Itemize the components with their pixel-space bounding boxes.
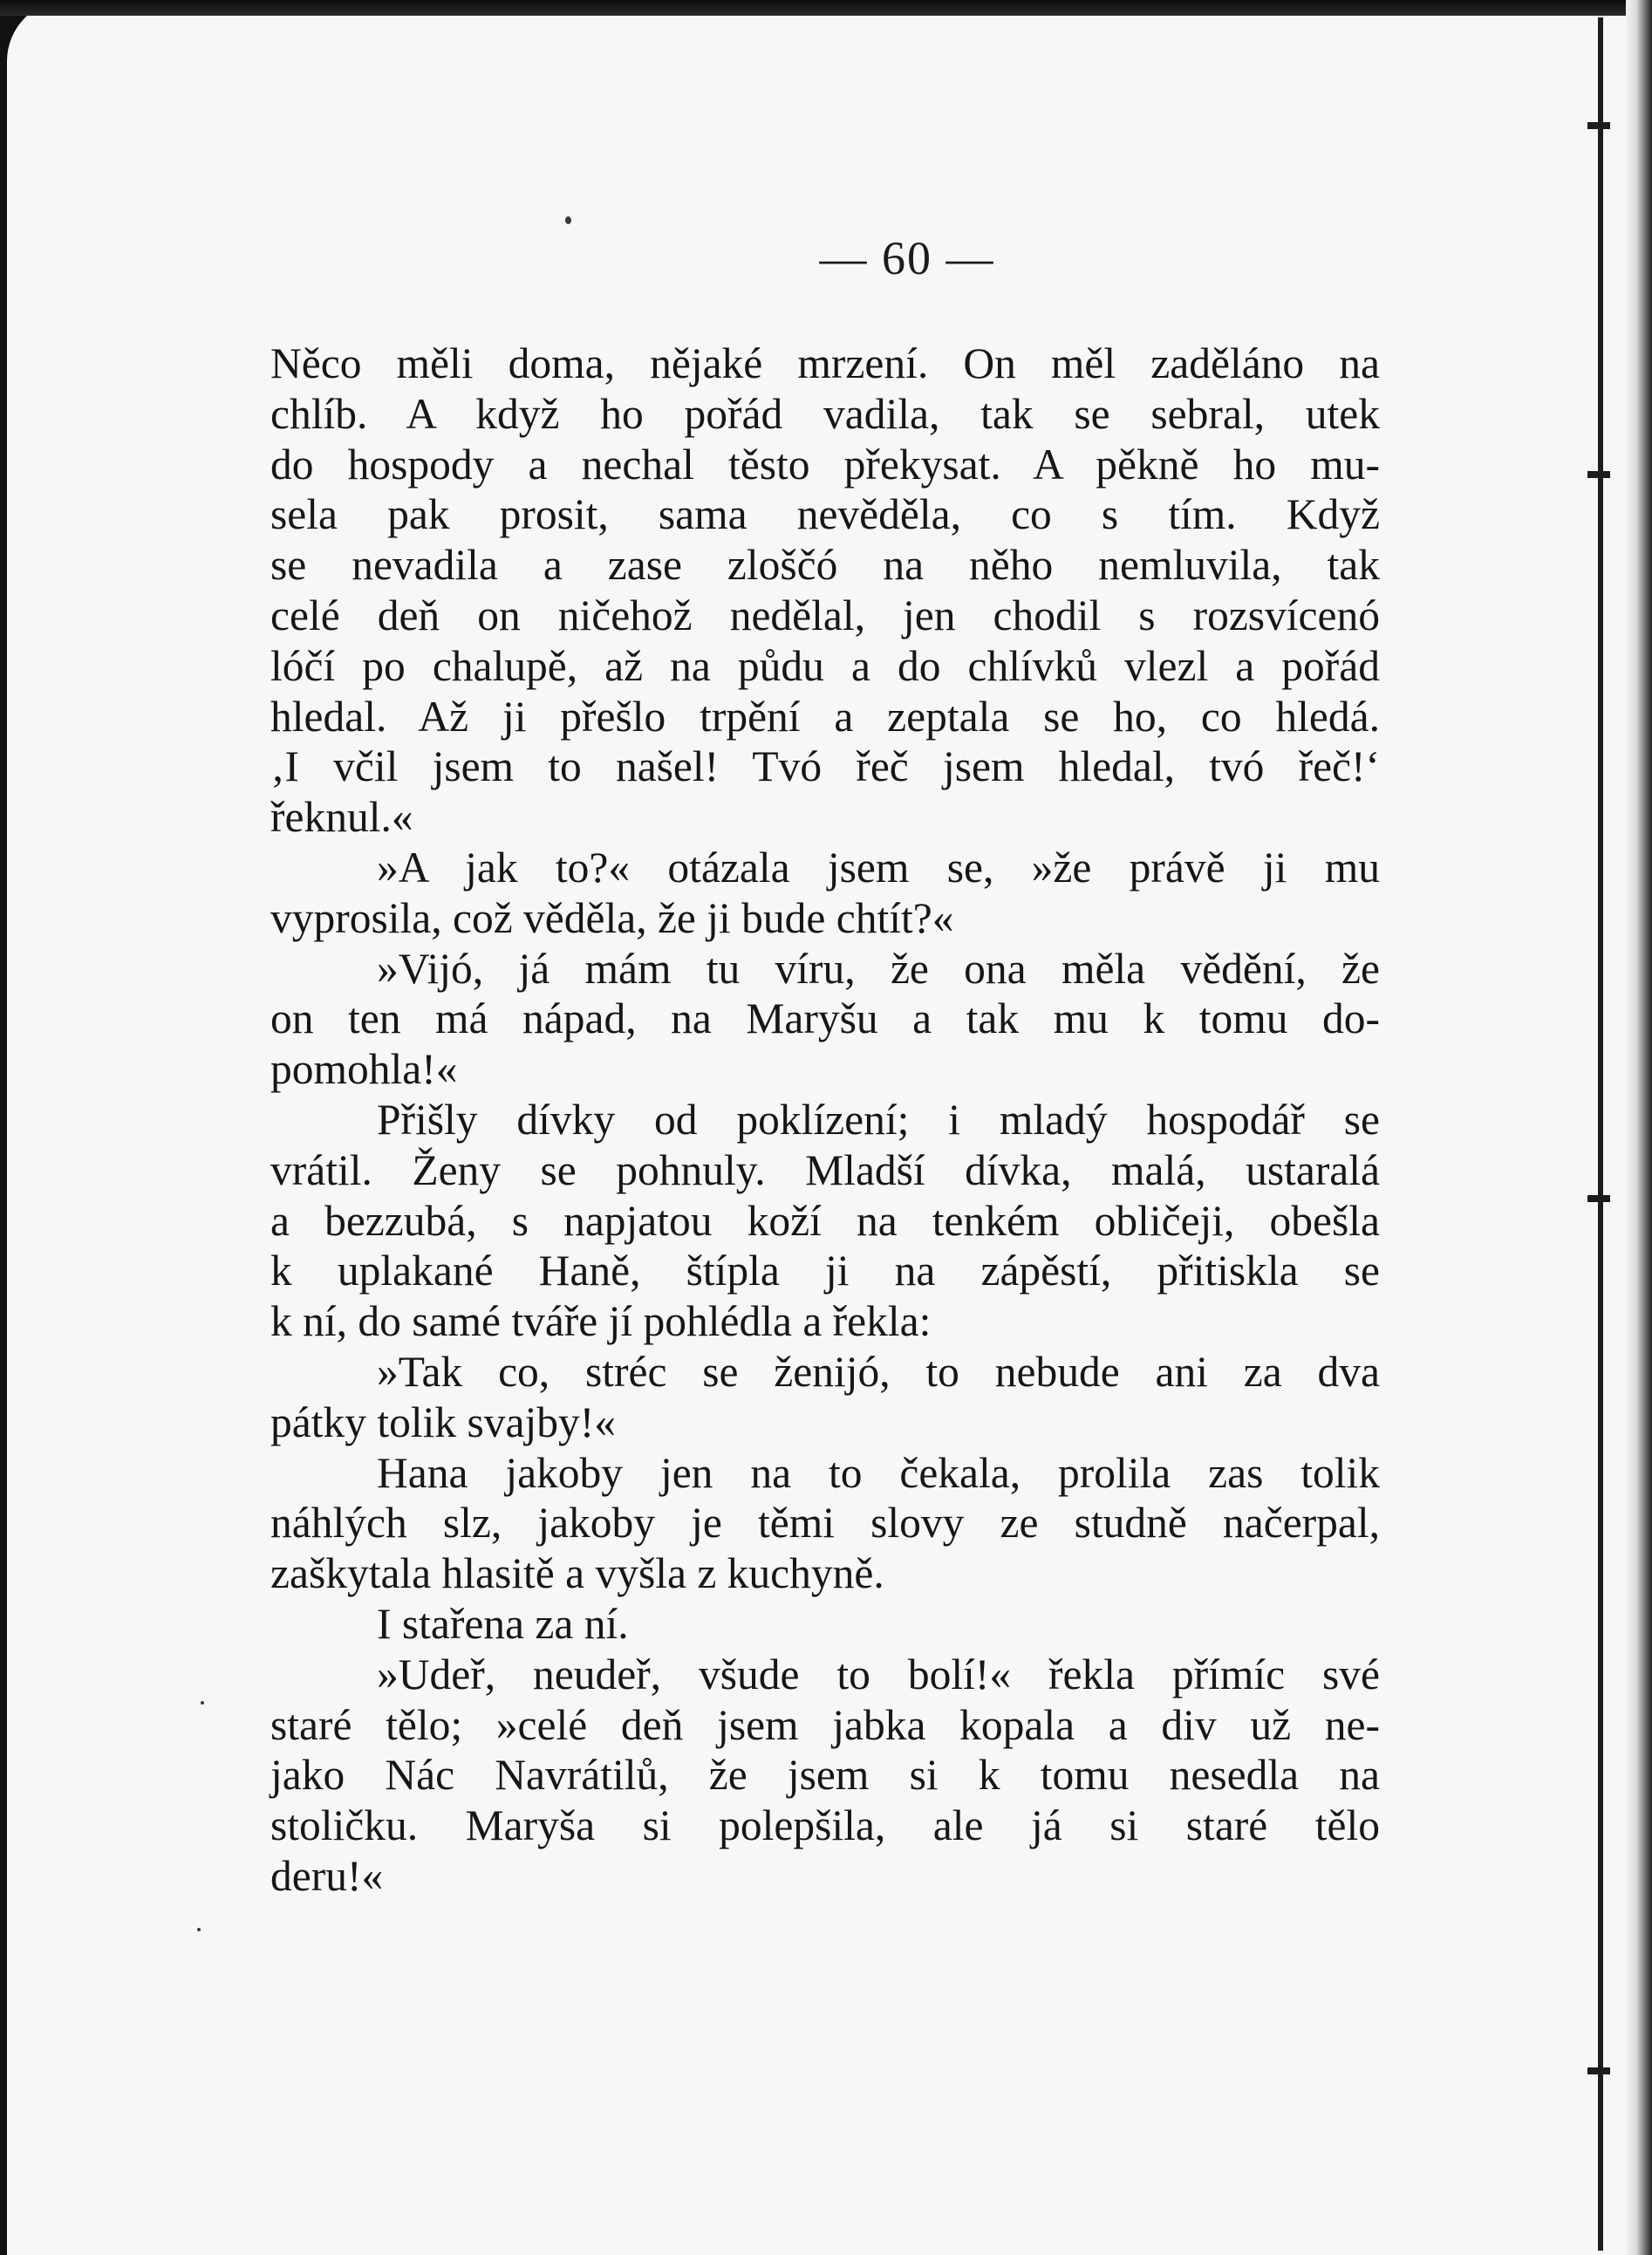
text-line: Hana jakoby jen na to čekala, prolila zas tolik — [377, 1448, 1380, 1497]
text-line: »Vijó, já mám tu víru, že ona měla vědění, že — [377, 944, 1380, 993]
text-line: vrátil. Ženy se pohnuly. Mladší dívka, malá, ustaralá — [270, 1145, 1380, 1194]
text-line: staré tělo; »celé deň jsem jabka kopala a div už ne- — [270, 1700, 1380, 1749]
ink-speck — [197, 1928, 201, 1931]
ink-speck — [201, 1701, 204, 1705]
text-line: celé deň on ničehož nedělal, jen chodil s rozsvícenó — [270, 591, 1380, 639]
paragraph — [270, 1347, 1380, 1448]
text-line: chlíb. A když ho pořád vadila, tak se sebral, utek — [270, 389, 1380, 438]
text-line: hledal. Až ji přešlo trpění a zeptala se ho, co hledá. — [270, 692, 1380, 741]
scan-right-edge — [1626, 0, 1652, 2255]
paragraph — [270, 843, 1380, 944]
text-line: a bezzubá, s napjatou koží na tenkém obličeji, obešla — [270, 1196, 1380, 1245]
text-line: stoličku. Maryša si polepšila, ale já si staré tělo — [270, 1801, 1380, 1850]
binding-line — [1598, 17, 1603, 2251]
ink-speck — [565, 216, 571, 224]
text-line: se nevadila a zase zloščó na něho nemluvila, tak — [270, 541, 1380, 590]
paragraph — [270, 944, 1380, 1095]
text-line: jako Nác Navrátilů, že jsem si k tomu nesedla na — [270, 1751, 1380, 1800]
text-line: k ní, do samé tváře jí pohlédla a řekla: — [270, 1297, 932, 1346]
text-line: zaškytala hlasitě a vyšla z kuchyně. — [270, 1549, 884, 1598]
paragraph — [270, 338, 1380, 843]
binding-notch — [1587, 1195, 1610, 1202]
text-line: on ten má nápad, na Maryšu a tak mu k tomu do- — [270, 994, 1380, 1043]
text-line: řeknul.« — [270, 793, 413, 842]
text-line: I stařena za ní. — [377, 1599, 629, 1648]
text-line: »Udeř, neudeř, všude to bolí!« řekla přímíc své — [377, 1650, 1380, 1698]
page-number: — 60 — — [819, 232, 995, 284]
text-line: vyprosila, což věděla, že ji bude chtít?« — [270, 893, 954, 942]
body-text — [270, 338, 1380, 1902]
text-line: ‚I včil jsem to našel! Tvó řeč jsem hledal, tvó řeč!‘ — [270, 742, 1380, 791]
text-line: deru!« — [270, 1851, 384, 1900]
text-line: pomohla!« — [270, 1045, 458, 1094]
text-line: sela pak prosit, sama nevěděla, co s tím. Když — [270, 490, 1380, 539]
text-line: »A jak to?« otázala jsem se, »že právě ji mu — [377, 843, 1380, 892]
text-line: »Tak co, stréc se ženijó, to nebude ani za dva — [377, 1347, 1380, 1396]
binding-notch — [1587, 2067, 1610, 2074]
paragraph — [270, 1448, 1380, 1599]
paragraph — [270, 1095, 1380, 1347]
text-line: do hospody a nechal těsto překysat. A pěkně ho mu- — [270, 440, 1380, 489]
binding-notch — [1587, 471, 1610, 478]
text-line: Něco měli doma, nějaké mrzení. On měl zaděláno na — [270, 339, 1380, 387]
text-line: Přišly dívky od poklízení; i mladý hospodář se — [377, 1095, 1380, 1144]
text-line: k uplakané Haně, štípla ji na zápěstí, přitiskla se — [270, 1247, 1380, 1295]
text-line: náhlých slz, jakoby je těmi slovy ze studně načerpal, — [270, 1499, 1380, 1548]
binding-notch — [1587, 122, 1610, 129]
scan-top-shadow — [0, 0, 1652, 16]
paragraph — [270, 1599, 1380, 1650]
text-line: pátky tolik svajby!« — [270, 1397, 616, 1446]
paragraph — [270, 1650, 1380, 1902]
text-line: lóčí po chalupě, až na půdu a do chlívků vlezl a pořád — [270, 641, 1380, 690]
